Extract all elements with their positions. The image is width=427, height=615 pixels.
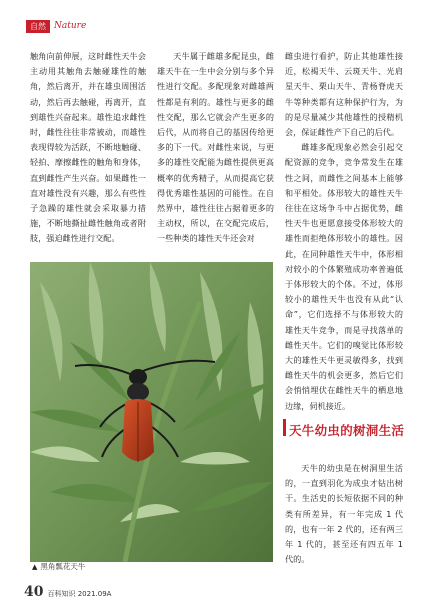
text-column-2 xyxy=(157,49,274,247)
beetle-photo xyxy=(30,262,273,562)
section-header xyxy=(26,19,86,33)
paragraph: 天牛属于雌雄多配昆虫，雌雄天牛在一生中会分别与多个异性进行交配。多配现象对雌雄两性都是有利的。雄性与更多的雌性交配，那么它就会产生更多的后代，从而将自己的基因传给更多的下一代。对雌性来说，与更多的雄性交配能为雌性提供更高概率的优秀精子，从而提高它获得优秀雄性基因的可能性。在自然界中，雄性往往占据着更多的主动权，所以，在交配完成后，一些种类的雄性天牛还会对 xyxy=(157,51,274,244)
text-column-1 xyxy=(30,49,146,247)
section-title: 天牛幼虫的树洞生活 xyxy=(289,423,405,438)
caption-text: 黑角瓢花天牛 xyxy=(40,562,86,571)
page-footer xyxy=(24,584,111,600)
paragraph: 雌雄多配现象必然会引起交配资源的竞争，竞争常发生在雄性之间，而雌性之间基本上能够和平相处。体形较大的雄性天牛往往在这场争斗中占据优势，雌性天牛也更愿意接受体形较大的雄性而拒绝体形较小的雄性。因此，在同种雄性天牛中，体形相对较小的个体繁殖成功率普遍低于体形较大的个体。不过，体形较小的雄性天牛也没有从此“认命”，它们选择不与体形较大的雄性天牛竞争，而是寻找落单的雌性天牛。它们的嗅觉比体形较大的雄性天牛更灵敏得多，找到雌性天牛的机会更多，然后它们会悄悄埋伏在雌性天牛的栖息地边缘，伺机接近。 xyxy=(285,142,403,411)
text-column-4 xyxy=(285,461,403,567)
beetle-illustration xyxy=(30,262,273,562)
paragraph: 雌虫进行看护，防止其他雄性接近，松褐天牛、云斑天牛、光肩星天牛、栗山天牛、青杨脊虎天牛等种类都有这种保护行为，为的是尽量减少其他雄性的授精机会，保证雌性产下自己的后代。 xyxy=(285,51,403,138)
paragraph: 天牛的幼虫是在树洞里生活的，一直到羽化为成虫才钻出树干。生活史的长短依据不同的种类有所差异，有一年完成 1 代的，也有一年 2 代的，还有两三年 1 代的，甚至还有四五年 1 代的。 xyxy=(285,463,403,565)
page-number: 40 xyxy=(24,584,44,600)
section-tag-en: Nature xyxy=(54,21,87,31)
section-tag: 自然 xyxy=(26,20,50,33)
triangle-icon: ▲ xyxy=(32,562,38,571)
magazine-issue: 百科知识 2021.09A xyxy=(47,590,112,598)
paragraph: 触角向前伸展，这时雌性天牛会主动用其触角去触碰雄性的触角，然后离开，并在雄虫周围活动，然后再去触碰，再离开，直到雄性兴奋起来。雄性追求雌性时，雌性往往非常被动，而雄性表现得较为活跃，不断地触碰、轻拍、摩擦雌性的触角和身体，直到雌性产生兴奋。如果雌性一直对雄性没有兴趣，那么有些性子急躁的雄性就会采取暴力措施，不断地撕扯雌性触角或者附肢，强迫雌性进行交配。 xyxy=(30,51,146,244)
photo-caption xyxy=(32,561,85,572)
text-column-3 xyxy=(285,49,403,414)
section-title-bar xyxy=(283,419,286,436)
